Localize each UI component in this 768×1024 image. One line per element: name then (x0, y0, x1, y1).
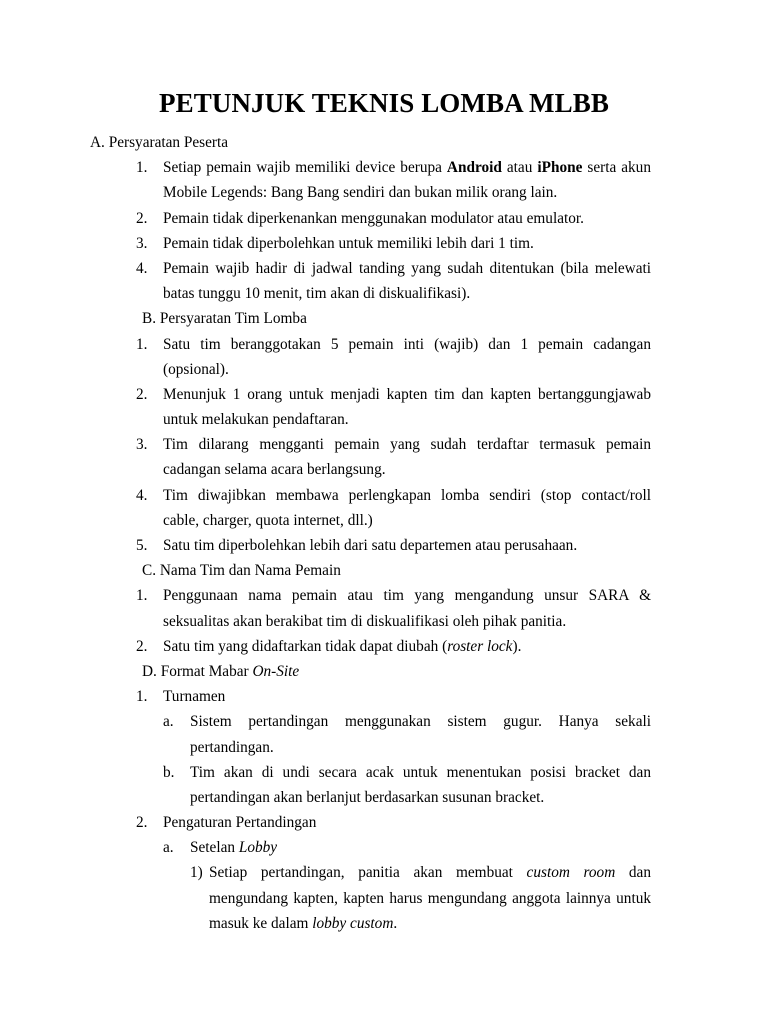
list-item (0, 206, 768, 231)
list-item-continued (0, 180, 768, 205)
list-number: 4. (136, 486, 148, 504)
list-number: 3. (136, 234, 148, 252)
list-item (0, 432, 768, 457)
list-text: Mobile Legends: Bang Bang sendiri dan bukan milik orang lain. (163, 184, 558, 202)
sub-list-letter: b. (163, 763, 175, 781)
list-text: mengundang kapten, kapten harus mengundang anggota lainnya untuk (209, 889, 651, 907)
list-text: (opsional). (163, 360, 229, 378)
list-text: Tim dilarang mengganti pemain yang sudah terdaftar termasuk pemain (163, 436, 651, 454)
list-text: Pemain tidak diperbolehkan untuk memiliki lebih dari 1 tim. (163, 234, 534, 252)
list-text: Turnamen (163, 688, 226, 706)
list-text: Satu tim yang didaftarkan tidak dapat diubah (roster lock). (163, 637, 522, 655)
list-number: 3. (136, 436, 148, 454)
list-item (0, 155, 768, 180)
list-number: 5. (136, 537, 148, 554)
italic-text: Lobby (238, 839, 278, 857)
section-heading: A. Persyaratan Peserta (90, 134, 229, 151)
list-number: 2. (136, 385, 148, 403)
sub-list-letter: a. (163, 839, 174, 857)
sub-list-item-continued (0, 785, 768, 810)
list-text: Satu tim diperbolehkan lebih dari satu departemen atau perusahaan. (163, 537, 578, 554)
bold-text: iPhone (537, 159, 583, 177)
list-text: Setelan Lobby (190, 839, 278, 857)
list-item (0, 382, 768, 407)
sub-list-letter: a. (163, 713, 174, 731)
list-text: Pemain wajib hadir di jadwal tanding yang sudah ditentukan (bila melewati (163, 259, 651, 277)
list-number: 1. (136, 688, 148, 706)
list-item (0, 332, 768, 357)
section-heading: C. Nama Tim dan Nama Pemain (142, 562, 341, 580)
section-a-heading (0, 130, 768, 155)
section-heading: D. Format Mabar On-Site (142, 662, 300, 680)
list-item-continued (0, 457, 768, 482)
italic-text: On-Site (252, 662, 300, 680)
list-item-continued (0, 508, 768, 533)
italic-text: roster lock (447, 637, 513, 655)
document-body (0, 130, 768, 936)
list-text: batas tunggu 10 menit, tim akan di diskualifikasi). (163, 285, 471, 303)
list-text: Pemain tidak diperkenankan menggunakan modulator atau emulator. (163, 209, 584, 227)
list-text: pertandingan akan berlanjut berdasarkan susunan bracket. (190, 788, 545, 806)
list-text: Tim diwajibkan membawa perlengkapan lomba sendiri (stop contact/roll (163, 486, 651, 504)
list-item-continued (0, 407, 768, 432)
list-number: 2. (136, 814, 148, 832)
sub-list-item (0, 835, 768, 860)
list-text: cadangan selama acara berlangsung. (163, 461, 386, 479)
list-number: 2. (136, 637, 148, 655)
section-c-heading (0, 558, 768, 583)
list-text: Pengaturan Pertandingan (163, 814, 317, 832)
list-number: 1. (136, 335, 148, 353)
italic-text: lobby custom (312, 914, 394, 932)
list-number: 2. (136, 209, 148, 227)
sub-sub-list-item (0, 860, 768, 885)
list-item-continued (0, 357, 768, 382)
sub-sub-list-item-continued (0, 886, 768, 911)
list-item-continued (0, 609, 768, 634)
section-b-heading (0, 306, 768, 331)
list-text: Tim akan di undi secara acak untuk menentukan posisi bracket dan (190, 763, 651, 781)
list-item (0, 583, 768, 608)
list-text: Penggunaan nama pemain atau tim yang mengandung unsur SARA & (163, 587, 651, 605)
list-item (0, 256, 768, 281)
list-text: untuk melakukan pendaftaran. (163, 411, 349, 429)
list-item (0, 634, 768, 659)
list-text: pertandingan. (190, 738, 274, 756)
section-d-heading (0, 659, 768, 684)
sub-sub-list-item-continued (0, 911, 768, 936)
document-title: PETUNJUK TEKNIS LOMBA MLBB (159, 88, 609, 118)
list-text: seksualitas akan berakibat tim di diskualifikasi oleh pihak panitia. (163, 612, 567, 630)
list-text: Menunjuk 1 orang untuk menjadi kapten tim dan kapten bertanggungjawab (163, 385, 651, 403)
list-text: Sistem pertandingan menggunakan sistem gugur. Hanya sekali (190, 713, 651, 731)
list-text: masuk ke dalam lobby custom. (209, 914, 398, 932)
sub-sub-list-number: 1) (190, 864, 203, 882)
list-number: 4. (136, 259, 148, 277)
list-text: Setiap pertandingan, panitia akan membuat custom room dan (209, 864, 651, 882)
section-heading: B. Persyaratan Tim Lomba (142, 310, 307, 328)
list-item (0, 483, 768, 508)
list-item (0, 533, 768, 558)
bold-text: Android (446, 159, 502, 177)
list-number: 1. (136, 159, 148, 177)
list-number: 1. (136, 587, 148, 605)
list-text: cable, charger, quota internet, dll.) (163, 511, 373, 529)
sub-list-item (0, 760, 768, 785)
list-item (0, 231, 768, 256)
list-item-continued (0, 281, 768, 306)
sub-list-item (0, 709, 768, 734)
list-text: Satu tim beranggotakan 5 pemain inti (wajib) dan 1 pemain cadangan (163, 335, 651, 353)
list-text: Setiap pemain wajib memiliki device berupa Android atau iPhone serta akun (163, 159, 651, 177)
list-item (0, 810, 768, 835)
list-item (0, 684, 768, 709)
italic-text: custom room (526, 864, 616, 882)
sub-list-item-continued (0, 735, 768, 760)
